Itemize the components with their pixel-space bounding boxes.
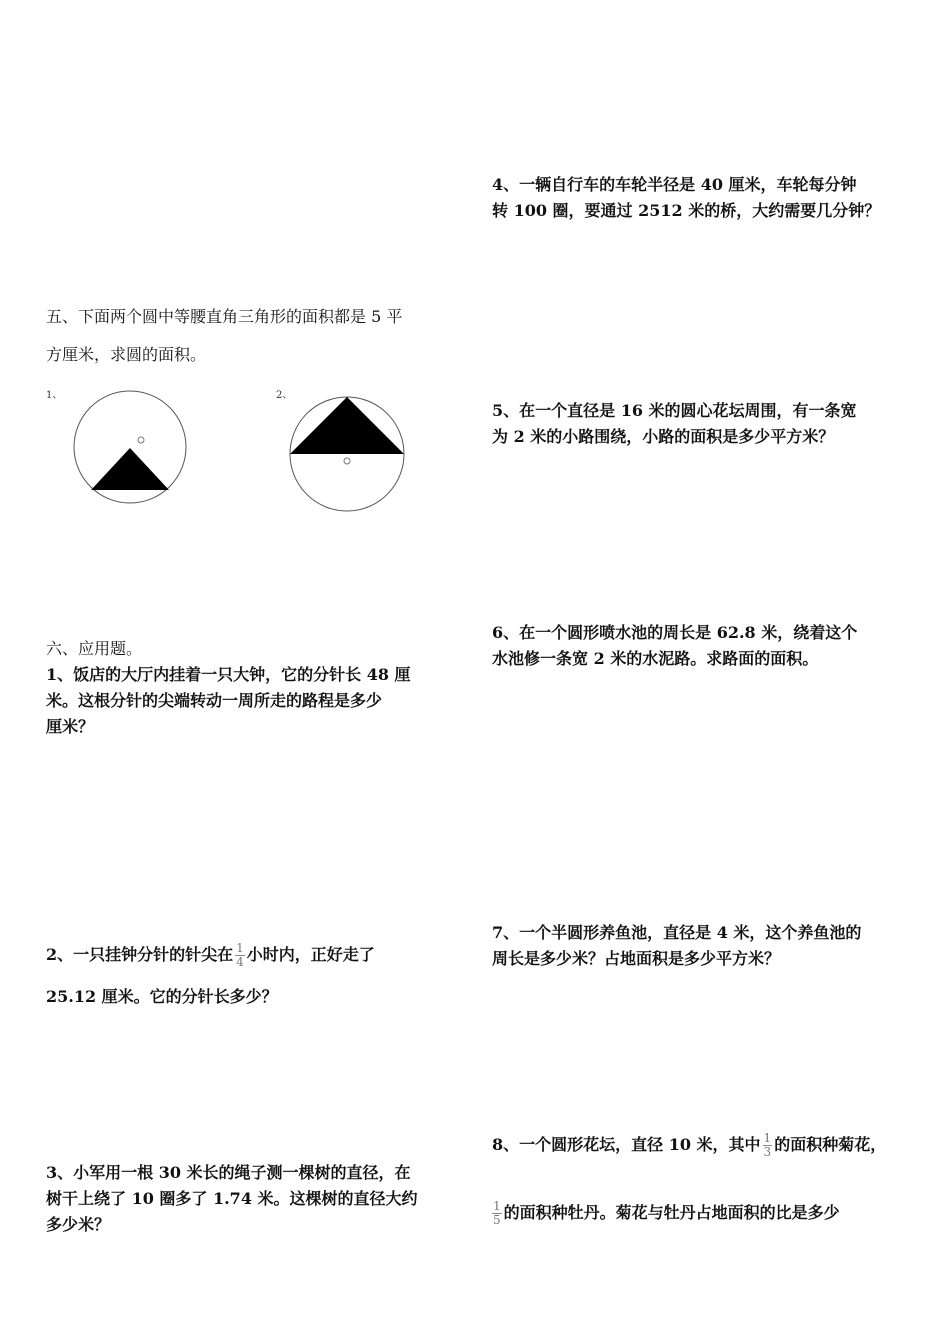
q8-fraction-1: $\frac{1}{3}$ bbox=[763, 1131, 772, 1159]
q1-line3: 厘米？ bbox=[46, 717, 95, 736]
q8-post: 的面积种菊花， bbox=[774, 1135, 887, 1154]
q7-line1: 7、一个半圆形养鱼池，直径是 4 米，这个养鱼池的 bbox=[492, 923, 862, 942]
q2-fraction: $\frac{1}{4}$ bbox=[236, 941, 244, 969]
q5-line2: 为 2 米的小路围绕，小路的面积是多少平方米？ bbox=[492, 427, 835, 446]
figure-1-circle bbox=[60, 382, 200, 512]
q2-post: 小时内，正好走了 bbox=[246, 945, 375, 964]
q2-line1 bbox=[46, 942, 476, 976]
sec5-line1: 五、下面两个圆中等腰直角三角形的面积都是 5 平 bbox=[46, 307, 403, 326]
q5-line1: 5、在一个直径是 16 米的圆心花坛周围，有一条宽 bbox=[492, 401, 857, 420]
q6-line2: 水池修一条宽 2 米的水泥路。求路面的面积。 bbox=[492, 649, 819, 668]
q3-line2: 树干上绕了 10 圈多了 1.74 米。这棵树的直径大约 bbox=[46, 1189, 418, 1208]
figure-2-circle bbox=[280, 382, 420, 512]
sec5-line2: 方厘米，求圆的面积。 bbox=[46, 345, 207, 364]
figure-2-triangle bbox=[290, 397, 404, 454]
question-6 bbox=[492, 620, 932, 672]
q3-line1: 3、小军用一根 30 米长的绳子测一棵树的直径，在 bbox=[46, 1163, 411, 1182]
question-8 bbox=[492, 1132, 932, 1227]
section-6 bbox=[46, 636, 476, 740]
q4-line1: 4、一辆自行车的车轮半径是 40 厘米，车轮每分钟 bbox=[492, 175, 857, 194]
question-3 bbox=[46, 1160, 476, 1238]
q8-fraction-2: $\frac{1}{5}$ bbox=[493, 1199, 501, 1227]
q1-line1: 1、饭店的大厅内挂着一只大钟，它的分针长 48 厘 bbox=[46, 665, 411, 684]
question-7 bbox=[492, 920, 932, 972]
q2-pre: 2、一只挂钟分针的针尖在 bbox=[46, 945, 234, 964]
section-5 bbox=[46, 298, 476, 374]
q8-pre: 8、一个圆形花坛，直径 10 米，其中 bbox=[492, 1135, 761, 1154]
figure-1-triangle bbox=[91, 448, 169, 490]
sec6-title: 六、应用题。 bbox=[46, 639, 143, 658]
q4-line2: 转 100 圈，要通过 2512 米的桥，大约需要几分钟？ bbox=[492, 201, 881, 220]
q6-line1: 6、在一个圆形喷水池的周长是 62.8 米，绕着这个 bbox=[492, 623, 858, 642]
q7-line2: 周长是多少米？占地面积是多少平方米？ bbox=[492, 949, 781, 968]
question-4 bbox=[492, 172, 932, 224]
figure-2-label: 2、 bbox=[276, 390, 293, 401]
q8-line2 bbox=[492, 1200, 932, 1227]
q8-line2-text: 的面积种牡丹。菊花与牡丹占地面积的比是多少 bbox=[503, 1203, 840, 1222]
q3-line3: 多少米？ bbox=[46, 1215, 111, 1234]
question-2 bbox=[46, 942, 476, 1010]
q2-line2: 25.12 厘米。它的分针长多少？ bbox=[46, 987, 278, 1006]
q8-line1 bbox=[492, 1132, 932, 1166]
figure-1-label: 1、 bbox=[46, 390, 63, 401]
question-5 bbox=[492, 398, 932, 450]
q1-line2: 米。这根分针的尖端转动一周所走的路程是多少 bbox=[46, 691, 383, 710]
